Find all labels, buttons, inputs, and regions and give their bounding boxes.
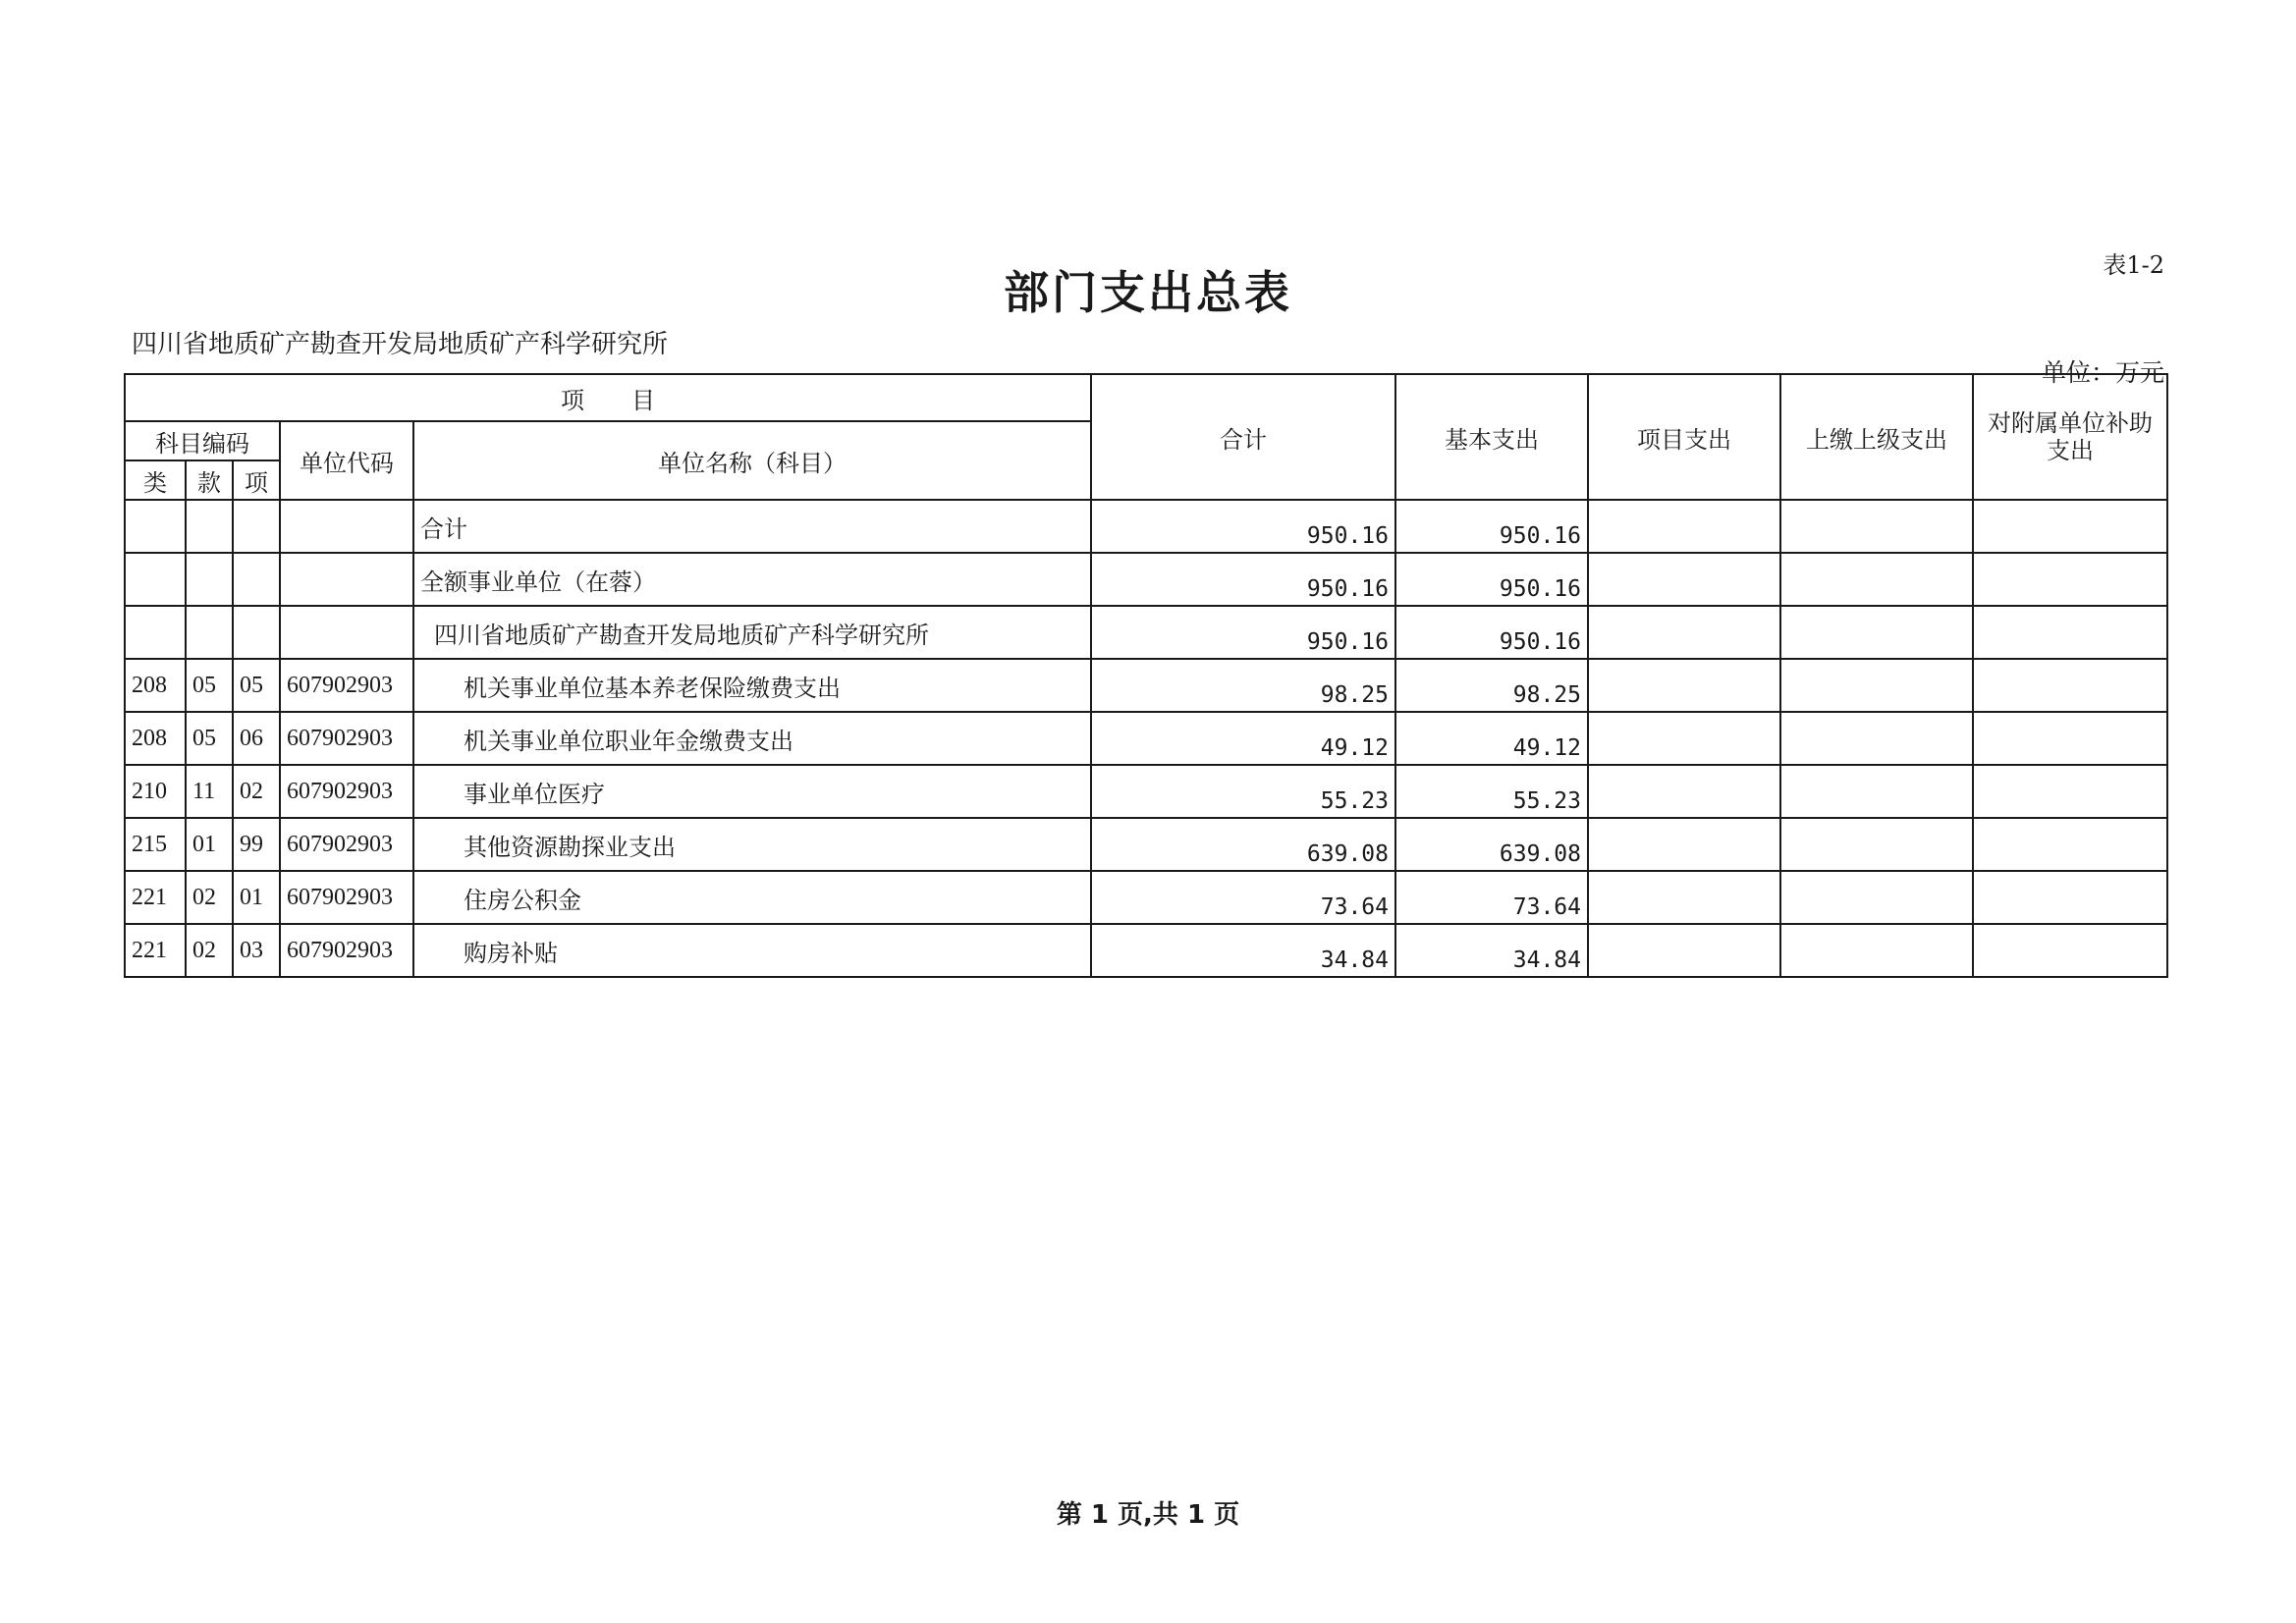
cell-category: 210 — [125, 765, 186, 818]
cell-subsidy — [1973, 818, 2167, 871]
cell-unit-code: 607902903 — [280, 712, 413, 765]
cell-basic: 98.25 — [1395, 659, 1588, 712]
cell-project — [1588, 659, 1780, 712]
cell-unit-code: 607902903 — [280, 659, 413, 712]
header-section: 款 — [186, 460, 233, 500]
cell-section: 02 — [186, 924, 233, 977]
cell-project — [1588, 818, 1780, 871]
cell-project — [1588, 871, 1780, 924]
table-row — [125, 871, 2167, 924]
cell-item: 05 — [233, 659, 280, 712]
cell-subsidy — [1973, 924, 2167, 977]
cell-total: 950.16 — [1091, 500, 1395, 553]
table-id: 表1-2 — [2103, 251, 2164, 279]
cell-category — [125, 606, 186, 659]
cell-project — [1588, 500, 1780, 553]
expenditure-table — [124, 373, 2168, 978]
cell-project — [1588, 924, 1780, 977]
cell-upper — [1780, 871, 1973, 924]
cell-project — [1588, 765, 1780, 818]
header-subject-code: 科目编码 — [125, 421, 280, 460]
cell-total: 55.23 — [1091, 765, 1395, 818]
cell-section — [186, 606, 233, 659]
cell-subsidy — [1973, 553, 2167, 606]
table-row — [125, 818, 2167, 871]
header-basic-expenditure: 基本支出 — [1395, 374, 1588, 500]
cell-unit-name: 四川省地质矿产勘查开发局地质矿产科学研究所 — [413, 606, 1091, 659]
cell-basic: 950.16 — [1395, 606, 1588, 659]
cell-subsidy — [1973, 500, 2167, 553]
cell-total: 73.64 — [1091, 871, 1395, 924]
cell-section: 05 — [186, 659, 233, 712]
cell-unit-code: 607902903 — [280, 765, 413, 818]
header-project-expenditure: 项目支出 — [1588, 374, 1780, 500]
cell-subsidy — [1973, 765, 2167, 818]
cell-upper — [1780, 765, 1973, 818]
cell-category: 208 — [125, 659, 186, 712]
cell-unit-code: 607902903 — [280, 871, 413, 924]
cell-item — [233, 606, 280, 659]
cell-item: 06 — [233, 712, 280, 765]
table-row — [125, 659, 2167, 712]
header-total: 合计 — [1091, 374, 1395, 500]
table-header — [125, 374, 2167, 500]
cell-basic: 55.23 — [1395, 765, 1588, 818]
cell-basic: 639.08 — [1395, 818, 1588, 871]
cell-total: 98.25 — [1091, 659, 1395, 712]
cell-section: 02 — [186, 871, 233, 924]
cell-subsidy — [1973, 712, 2167, 765]
cell-project — [1588, 712, 1780, 765]
cell-item: 99 — [233, 818, 280, 871]
cell-category: 221 — [125, 871, 186, 924]
cell-basic: 950.16 — [1395, 500, 1588, 553]
cell-subsidy — [1973, 659, 2167, 712]
cell-unit-name: 机关事业单位职业年金缴费支出 — [413, 712, 1091, 765]
cell-category — [125, 553, 186, 606]
cell-upper — [1780, 500, 1973, 553]
cell-unit-name: 机关事业单位基本养老保险缴费支出 — [413, 659, 1091, 712]
cell-section: 11 — [186, 765, 233, 818]
cell-unit-name: 购房补贴 — [413, 924, 1091, 977]
header-unit-name: 单位名称（科目） — [413, 421, 1091, 500]
cell-upper — [1780, 924, 1973, 977]
header-category: 类 — [125, 460, 186, 500]
cell-basic: 49.12 — [1395, 712, 1588, 765]
cell-unit-code: 607902903 — [280, 818, 413, 871]
cell-project — [1588, 606, 1780, 659]
cell-upper — [1780, 553, 1973, 606]
cell-unit-name: 住房公积金 — [413, 871, 1091, 924]
page-number: 第 1 页,共 1 页 — [1056, 1500, 1240, 1530]
cell-total: 950.16 — [1091, 606, 1395, 659]
cell-upper — [1780, 712, 1973, 765]
table-row — [125, 553, 2167, 606]
cell-section: 01 — [186, 818, 233, 871]
unit-label: 单位：万元 — [2041, 358, 2164, 387]
cell-total: 639.08 — [1091, 818, 1395, 871]
table-row — [125, 765, 2167, 818]
cell-unit-name: 全额事业单位（在蓉） — [413, 553, 1091, 606]
organization-name: 四川省地质矿产勘查开发局地质矿产科学研究所 — [132, 330, 669, 359]
header-item: 项 — [233, 460, 280, 500]
header-unit-code: 单位代码 — [280, 421, 413, 500]
cell-unit-name: 事业单位医疗 — [413, 765, 1091, 818]
cell-category: 221 — [125, 924, 186, 977]
cell-project — [1588, 553, 1780, 606]
cell-unit-code: 607902903 — [280, 924, 413, 977]
cell-basic: 34.84 — [1395, 924, 1588, 977]
header-upper-level-expenditure: 上缴上级支出 — [1780, 374, 1973, 500]
cell-unit-code — [280, 606, 413, 659]
cell-item — [233, 500, 280, 553]
cell-item — [233, 553, 280, 606]
cell-total: 34.84 — [1091, 924, 1395, 977]
cell-basic: 950.16 — [1395, 553, 1588, 606]
cell-item: 02 — [233, 765, 280, 818]
cell-unit-code — [280, 500, 413, 553]
cell-subsidy — [1973, 606, 2167, 659]
cell-upper — [1780, 659, 1973, 712]
cell-total: 49.12 — [1091, 712, 1395, 765]
cell-basic: 73.64 — [1395, 871, 1588, 924]
cell-unit-code — [280, 553, 413, 606]
header-subsidy-expenditure: 对附属单位补助支出 — [1973, 374, 2167, 500]
table-row — [125, 500, 2167, 553]
cell-category — [125, 500, 186, 553]
table-body — [125, 500, 2167, 977]
table-row — [125, 712, 2167, 765]
cell-item: 03 — [233, 924, 280, 977]
cell-category: 208 — [125, 712, 186, 765]
cell-category: 215 — [125, 818, 186, 871]
cell-section — [186, 500, 233, 553]
table-row — [125, 606, 2167, 659]
cell-unit-name: 合计 — [413, 500, 1091, 553]
table-row — [125, 924, 2167, 977]
cell-section: 05 — [186, 712, 233, 765]
cell-section — [186, 553, 233, 606]
cell-item: 01 — [233, 871, 280, 924]
cell-subsidy — [1973, 871, 2167, 924]
cell-total: 950.16 — [1091, 553, 1395, 606]
cell-unit-name: 其他资源勘探业支出 — [413, 818, 1091, 871]
page-title: 部门支出总表 — [1004, 266, 1292, 319]
cell-upper — [1780, 818, 1973, 871]
cell-upper — [1780, 606, 1973, 659]
header-project: 项 目 — [125, 374, 1091, 421]
